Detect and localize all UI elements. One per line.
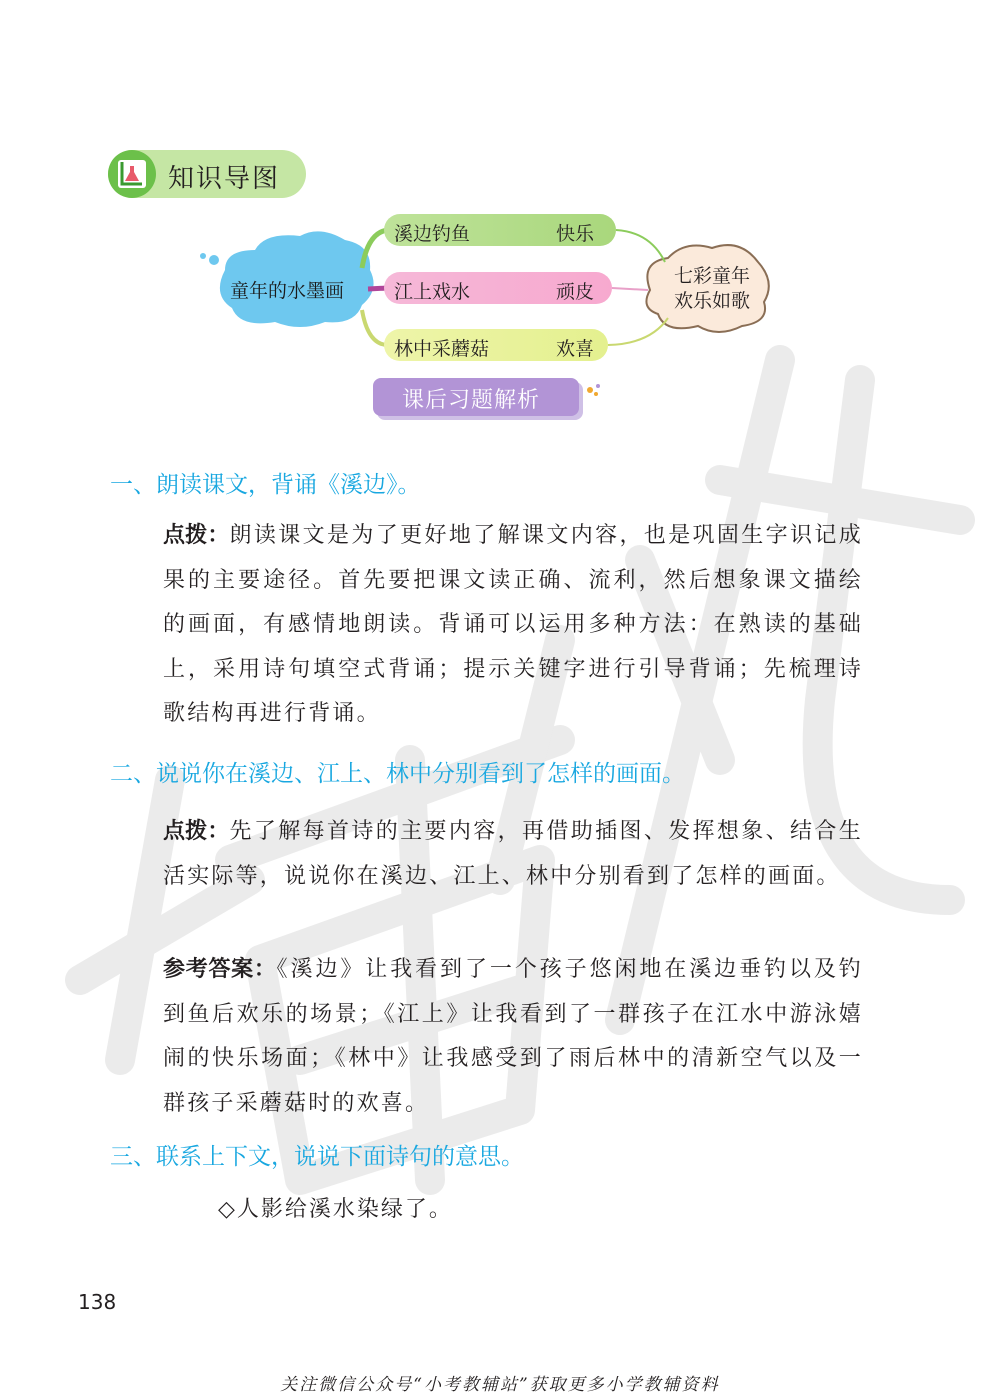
mindmap-summary (665, 264, 759, 314)
branch-2-left: 江上戏水 (394, 281, 471, 303)
branch-1-right: 快乐 (556, 223, 595, 245)
answer-text: 《溪边》让我看到了一个孩子悠闲地在溪边垂钓以及钓到鱼后欢乐的场景；《江上》让我看到了一群孩子在江水中游泳嬉闹的快乐场面；《林中》让我感受到了雨后林中的清新空气以及一群孩子采蘑菇时的欢喜。 (163, 957, 863, 1116)
question-1-title: 一、朗读课文，背诵《溪边》。 (110, 472, 421, 498)
branch-2-right: 顽皮 (556, 281, 595, 303)
footer-note: 关注微信公众号“小考教辅站”获取更多小学教辅资料 (280, 1375, 720, 1395)
summary-line-1: 七彩童年 (673, 265, 750, 287)
question-2-title: 二、说说你在溪边、江上、林中分别看到了怎样的画面。 (110, 761, 685, 787)
summary-line-2: 欢乐如歌 (673, 290, 750, 312)
hint-label: 点拨： (163, 523, 230, 548)
branch-1-left: 溪边钓鱼 (394, 223, 471, 245)
hint-text: 先了解每首诗的主要内容，再借助插图、发挥想象、结合生活实际等，说说你在溪边、江上、林中分别看到了怎样的画面。 (163, 819, 863, 889)
branch-2 (384, 272, 612, 304)
question-3-item: ◇人影给溪水染绿了。 (218, 1197, 453, 1222)
branch-1 (384, 214, 616, 246)
question-2-answer (163, 948, 863, 1126)
mindmap-center: 童年的水墨画 (230, 280, 345, 302)
badge-title: 知识导图 (168, 164, 281, 194)
hint-text: 朗读课文是为了更好地了解课文内容，也是巩固生字识记成果的主要途径。首先要把课文读正确、流利，然后想象课文描绘的画面，有感情地朗读。背诵可以运用多种方法：在熟读的基础上，采用诗句填空式背诵；提示关键字进行引导背诵；先梳理诗歌结构再进行背诵。 (163, 523, 863, 726)
banner-title: 课后习题解析 (401, 388, 540, 413)
exercise-banner (373, 378, 579, 416)
branch-3-left: 林中采蘑菇 (394, 338, 490, 360)
answer-label: 参考答案： (163, 957, 277, 982)
question-2-hint (163, 810, 863, 899)
question-1-hint (163, 514, 863, 737)
branch-3-right: 欢喜 (556, 338, 595, 360)
hint-label: 点拨： (163, 819, 230, 844)
question-3-title: 三、联系上下文，说说下面诗句的意思。 (110, 1144, 524, 1170)
page-number: 138 (78, 1290, 117, 1314)
branch-3 (384, 329, 608, 361)
